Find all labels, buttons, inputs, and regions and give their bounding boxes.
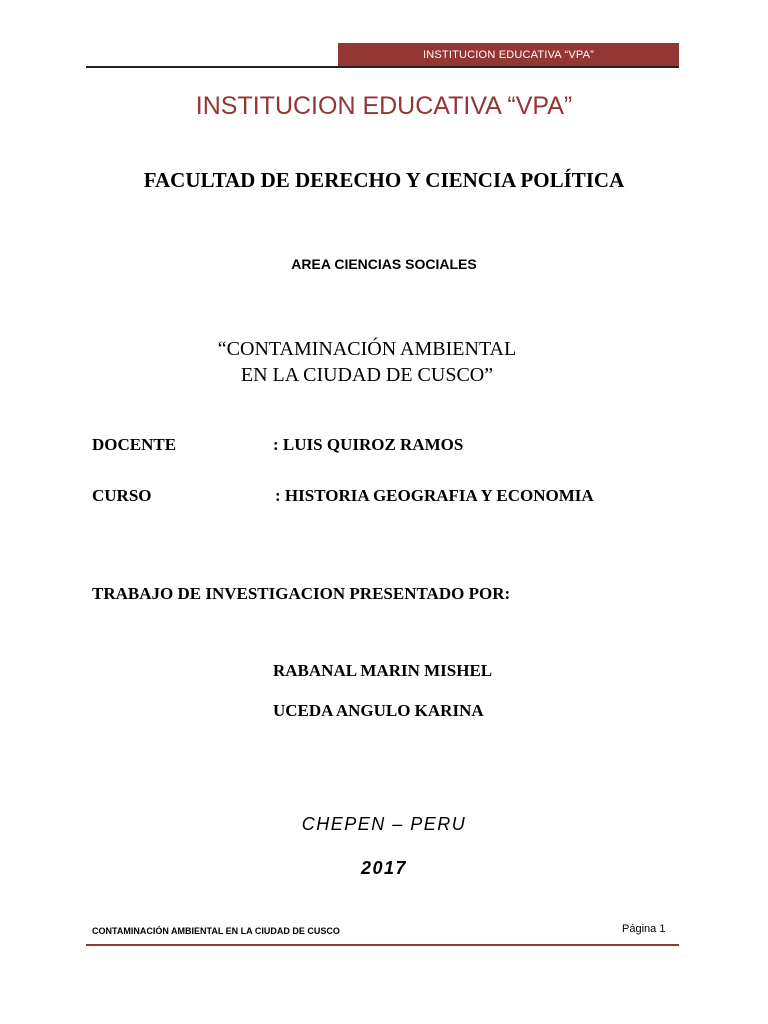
curso-row [92,486,594,506]
year: 2017 [360,858,408,878]
topic-title [0,336,734,388]
docente-label: DOCENTE [92,435,177,454]
curso-label: CURSO [92,486,152,505]
presented-by-heading: TRABAJO DE INVESTIGACION PRESENTADO POR: [92,584,511,603]
institution-title: INSTITUCION EDUCATIVA “VPA” [195,92,573,120]
footer-page [622,923,665,935]
footer-page-number: 1 [659,923,666,935]
topic-line-2: EN LA CIUDAD DE CUSCO” [240,364,494,386]
curso-value: : HISTORIA GEOGRAFIA Y ECONOMIA [275,486,594,505]
author-1: RABANAL MARIN MISHEL [273,661,493,680]
footer-page-label: Página [622,923,657,935]
header-banner-text: INSTITUCION EDUCATIVA “VPA” [422,49,595,61]
author-2: UCEDA ANGULO KARINA [273,701,484,720]
footer-title: CONTAMINACIÓN AMBIENTAL EN LA CIUDAD DE CUSCO [92,926,340,936]
place: CHEPEN – PERU [301,814,467,834]
area-title: AREA CIENCIAS SOCIALES [291,256,477,272]
docente-row [92,435,464,455]
docente-value: : LUIS QUIROZ RAMOS [273,435,464,454]
footer-divider [86,944,679,946]
faculty-title: FACULTAD DE DERECHO Y CIENCIA POLÍTICA [143,168,625,192]
topic-line-1: “CONTAMINACIÓN AMBIENTAL [217,338,517,360]
header-banner [338,43,679,67]
header-divider [86,66,679,68]
